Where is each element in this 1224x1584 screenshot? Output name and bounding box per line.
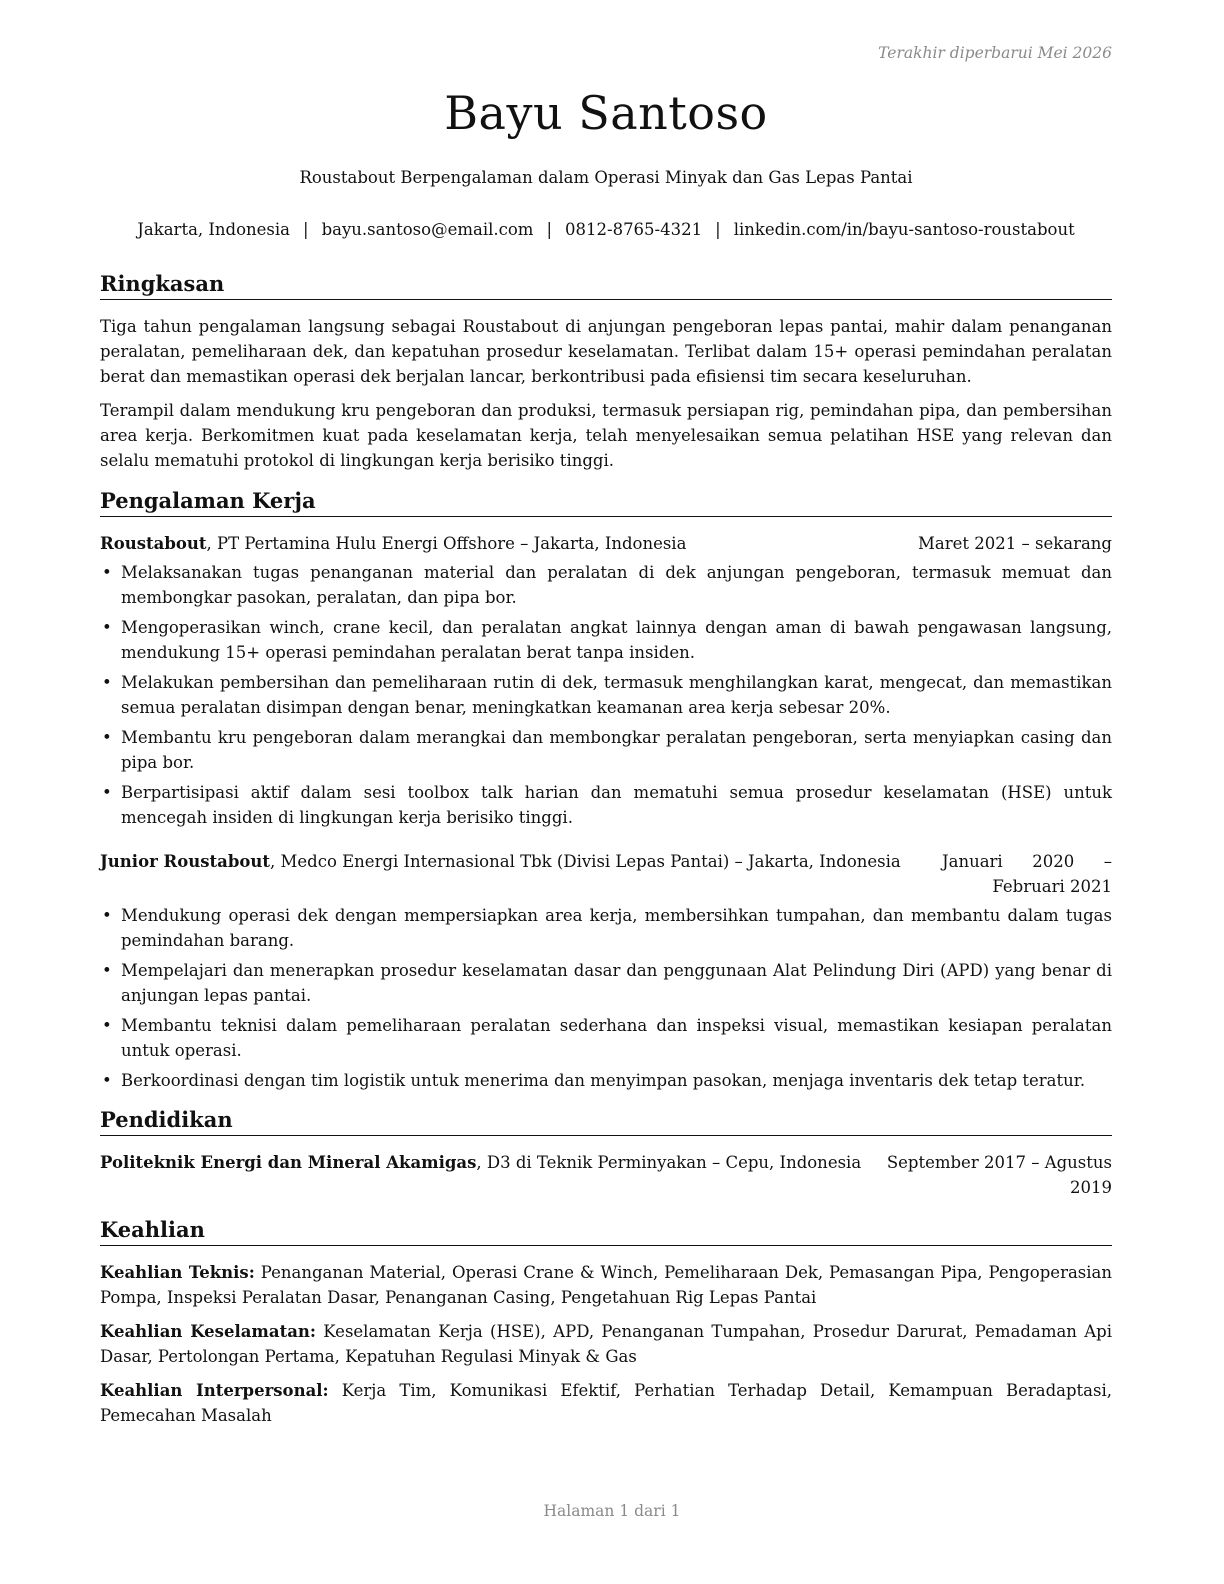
- list-item: • Mengoperasikan winch, crane kecil, dan peralatan angkat lainnya dengan aman di bawah pengawasan langsung, mendukung 15+ operasi pemindahan peralatan berat tanpa insiden.: [100, 615, 1112, 665]
- last-updated-note: Terakhir diperbarui Mei 2026: [878, 44, 1112, 62]
- list-item: • Berkoordinasi dengan tim logistik untuk menerima dan menyimpan pasokan, menjaga inventaris dek tetap teratur.: [100, 1068, 1112, 1093]
- skill-label: Keahlian Interpersonal:: [100, 1381, 329, 1400]
- education-dates: September 2017 – Agustus 2019: [886, 1153, 1112, 1197]
- list-item: • Melaksanakan tugas penanganan material dan peralatan di dek anjungan pengeboran, termasuk memuat dan membongkar pasokan, peralatan, dan pipa bor.: [100, 560, 1112, 610]
- education-school: Politeknik Energi dan Mineral Akamigas: [100, 1153, 477, 1172]
- section-title-experience: Pengalaman Kerja: [100, 487, 1112, 517]
- list-item: • Membantu kru pengeboran dalam merangkai dan membongkar peralatan pengeboran, serta menyiapkan casing dan pipa bor.: [100, 725, 1112, 775]
- job-role: Junior Roustabout: [100, 852, 270, 871]
- section-title-education: Pendidikan: [100, 1106, 1112, 1136]
- bullet-icon: •: [102, 563, 112, 582]
- bullet-icon: •: [102, 673, 112, 692]
- list-item: • Membantu teknisi dalam pemeliharaan peralatan sederhana dan inspeksi visual, memastikan kesiapan peralatan untuk operasi.: [100, 1013, 1112, 1063]
- job-header: [100, 531, 1112, 556]
- education-entry: [100, 1150, 1112, 1200]
- contact-separator: |: [546, 220, 552, 239]
- contact-email[interactable]: bayu.santoso@email.com: [321, 220, 534, 239]
- resume-body: [100, 270, 1112, 1437]
- bullet-icon: •: [102, 618, 112, 637]
- skill-label: Keahlian Teknis:: [100, 1263, 255, 1282]
- section-title-summary: Ringkasan: [100, 270, 1112, 300]
- job-bullets: [100, 903, 1112, 1093]
- contact-separator: |: [303, 220, 309, 239]
- skill-group: [100, 1378, 1112, 1428]
- job-company: , PT Pertamina Hulu Energi Offshore – Jakarta, Indonesia: [206, 534, 687, 553]
- page-number: Halaman 1 dari 1: [543, 1502, 681, 1520]
- list-item: • Mendukung operasi dek dengan mempersiapkan area kerja, membersihkan tumpahan, dan membantu dalam tugas pemindahan barang.: [100, 903, 1112, 953]
- job-dates: Januari 2020 – Februari 2021: [942, 852, 1112, 896]
- skill-text: Keselamatan Kerja (HSE), APD, Penanganan Tumpahan, Prosedur Darurat, Pemadaman Api Dasar, Pertolongan Pertama, Kepatuhan Regulasi Minyak & Gas: [100, 1322, 1112, 1366]
- bullet-icon: •: [102, 728, 112, 747]
- contact-line: [100, 220, 1112, 239]
- job-role: Roustabout: [100, 534, 207, 553]
- skill-group: [100, 1260, 1112, 1310]
- bullet-icon: •: [102, 1016, 112, 1035]
- skill-text: Penanganan Material, Operasi Crane & Winch, Pemeliharaan Dek, Pemasangan Pipa, Pengoperasian Pompa, Inspeksi Peralatan Dasar, Penanganan Casing, Pengetahuan Rig Lepas Pantai: [100, 1263, 1112, 1307]
- bullet-icon: •: [102, 906, 112, 925]
- summary-paragraph: Terampil dalam mendukung kru pengeboran dan produksi, termasuk persiapan rig, pemindahan pipa, dan pembersihan area kerja. Berkomitmen kuat pada keselamatan kerja, telah menyelesaikan semua pelatihan HSE yang relevan dan selalu mematuhi protokol di lingkungan kerja berisiko tinggi.: [100, 401, 1112, 470]
- skill-label: Keahlian Keselamatan:: [100, 1322, 316, 1341]
- job-title-company: [100, 849, 942, 899]
- job-dates: Maret 2021 – sekarang: [918, 534, 1112, 553]
- job-title-company: [100, 531, 918, 556]
- list-item: • Mempelajari dan menerapkan prosedur keselamatan dasar dan penggunaan Alat Pelindung Diri (APD) yang benar di anjungan lepas pantai.: [100, 958, 1112, 1008]
- education-degree: , D3 di Teknik Perminyakan – Cepu, Indonesia: [476, 1153, 862, 1172]
- skill-group: [100, 1319, 1112, 1369]
- bullet-icon: •: [102, 783, 112, 802]
- job-header: [100, 849, 1112, 899]
- list-item: • Berpartisipasi aktif dalam sesi toolbox talk harian dan mematuhi semua prosedur keselamatan (HSE) untuk mencegah insiden di lingkungan kerja berisiko tinggi.: [100, 780, 1112, 830]
- bullet-icon: •: [102, 961, 112, 980]
- education-school-degree: [100, 1150, 872, 1200]
- contact-phone: 0812-8765-4321: [565, 220, 703, 239]
- summary-paragraph: Tiga tahun pengalaman langsung sebagai Roustabout di anjungan pengeboran lepas pantai, mahir dalam penanganan peralatan, pemeliharaan dek, dan kepatuhan prosedur keselamatan. Terlibat dalam 15+ operasi pemindahan peralatan berat dan memastikan operasi dek berjalan lancar, berkontribusi pada efisiensi tim secara keseluruhan.: [100, 317, 1112, 386]
- bullet-icon: •: [102, 1071, 112, 1090]
- skill-text: Kerja Tim, Komunikasi Efektif, Perhatian Terhadap Detail, Kemampuan Beradaptasi, Pemecahan Masalah: [100, 1381, 1112, 1425]
- job-company: , Medco Energi Internasional Tbk (Divisi Lepas Pantai) – Jakarta, Indonesia: [270, 852, 901, 871]
- contact-separator: |: [715, 220, 721, 239]
- candidate-tagline: Roustabout Berpengalaman dalam Operasi Minyak dan Gas Lepas Pantai: [299, 168, 913, 187]
- list-item: • Melakukan pembersihan dan pemeliharaan rutin di dek, termasuk menghilangkan karat, mengecat, dan memastikan semua peralatan disimpan dengan benar, meningkatkan keamanan area kerja sebesar 20%.: [100, 670, 1112, 720]
- contact-location: Jakarta, Indonesia: [137, 220, 291, 239]
- section-title-skills: Keahlian: [100, 1216, 1112, 1246]
- job-bullets: [100, 560, 1112, 830]
- candidate-name: Bayu Santoso: [444, 86, 768, 140]
- contact-linkedin[interactable]: linkedin.com/in/bayu-santoso-roustabout: [733, 220, 1075, 239]
